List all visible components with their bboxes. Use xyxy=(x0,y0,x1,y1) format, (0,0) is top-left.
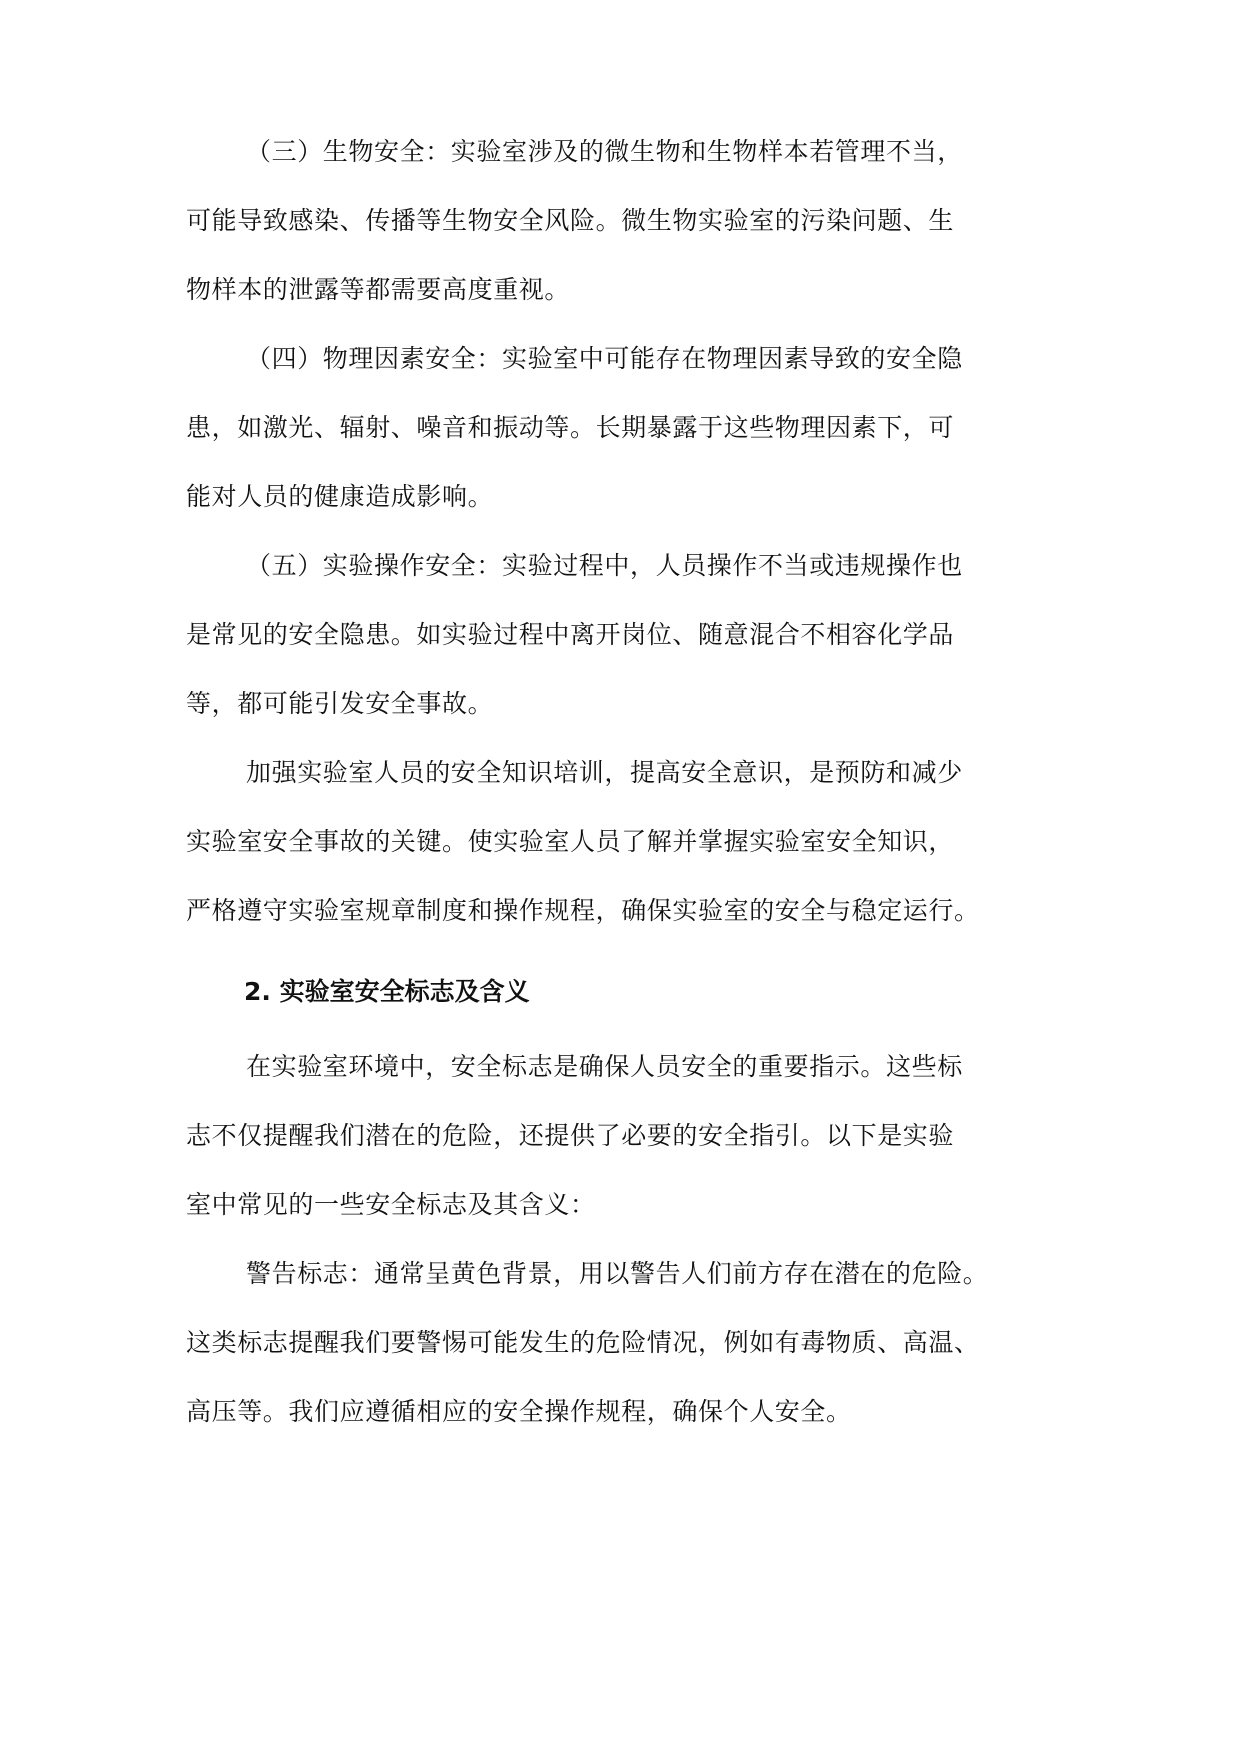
paragraph-operation-safety-line-1: （五）实验操作安全：实验过程中，人员操作不当或违规操作也 xyxy=(246,551,963,580)
paragraph-signs-intro-line-3: 室中常见的一些安全标志及其含义： xyxy=(186,1190,596,1219)
paragraph-training-line-1: 加强实验室人员的安全知识培训，提高安全意识，是预防和减少 xyxy=(246,758,963,787)
paragraph-warning-signs-line-2: 这类标志提醒我们要警惕可能发生的危险情况，例如有毒物质、高温、 xyxy=(186,1328,980,1357)
paragraph-bio-safety-line-1: （三）生物安全：实验室涉及的微生物和生物样本若管理不当， xyxy=(246,137,963,166)
paragraph-signs-intro-line-1: 在实验室环境中，安全标志是确保人员安全的重要指示。这些标 xyxy=(246,1052,963,1081)
paragraph-bio-safety-line-3: 物样本的泄露等都需要高度重视。 xyxy=(186,275,571,304)
paragraph-signs-intro-line-2: 志不仅提醒我们潜在的危险，还提供了必要的安全指引。以下是实验 xyxy=(186,1121,955,1150)
paragraph-operation-safety-line-3: 等，都可能引发安全事故。 xyxy=(186,689,494,718)
paragraph-physical-safety-line-1: （四）物理因素安全：实验室中可能存在物理因素导致的安全隐 xyxy=(246,344,963,373)
paragraph-training-line-3: 严格遵守实验室规章制度和操作规程，确保实验室的安全与稳定运行。 xyxy=(186,896,980,925)
section-heading: 2. 实验室安全标志及含义 xyxy=(244,977,530,1006)
paragraph-operation-safety-line-2: 是常见的安全隐患。如实验过程中离开岗位、随意混合不相容化学品 xyxy=(186,620,955,649)
paragraph-physical-safety-line-3: 能对人员的健康造成影响。 xyxy=(186,482,494,511)
paragraph-bio-safety-line-2: 可能导致感染、传播等生物安全风险。微生物实验室的污染问题、生 xyxy=(186,206,955,235)
paragraph-warning-signs-line-3: 高压等。我们应遵循相应的安全操作规程，确保个人安全。 xyxy=(186,1397,852,1426)
paragraph-warning-signs-line-1: 警告标志：通常呈黄色背景，用以警告人们前方存在潜在的危险。 xyxy=(246,1259,989,1288)
paragraph-physical-safety-line-2: 患，如激光、辐射、噪音和振动等。长期暴露于这些物理因素下，可 xyxy=(186,413,955,442)
paragraph-training-line-2: 实验室安全事故的关键。使实验室人员了解并掌握实验室安全知识， xyxy=(186,827,955,856)
